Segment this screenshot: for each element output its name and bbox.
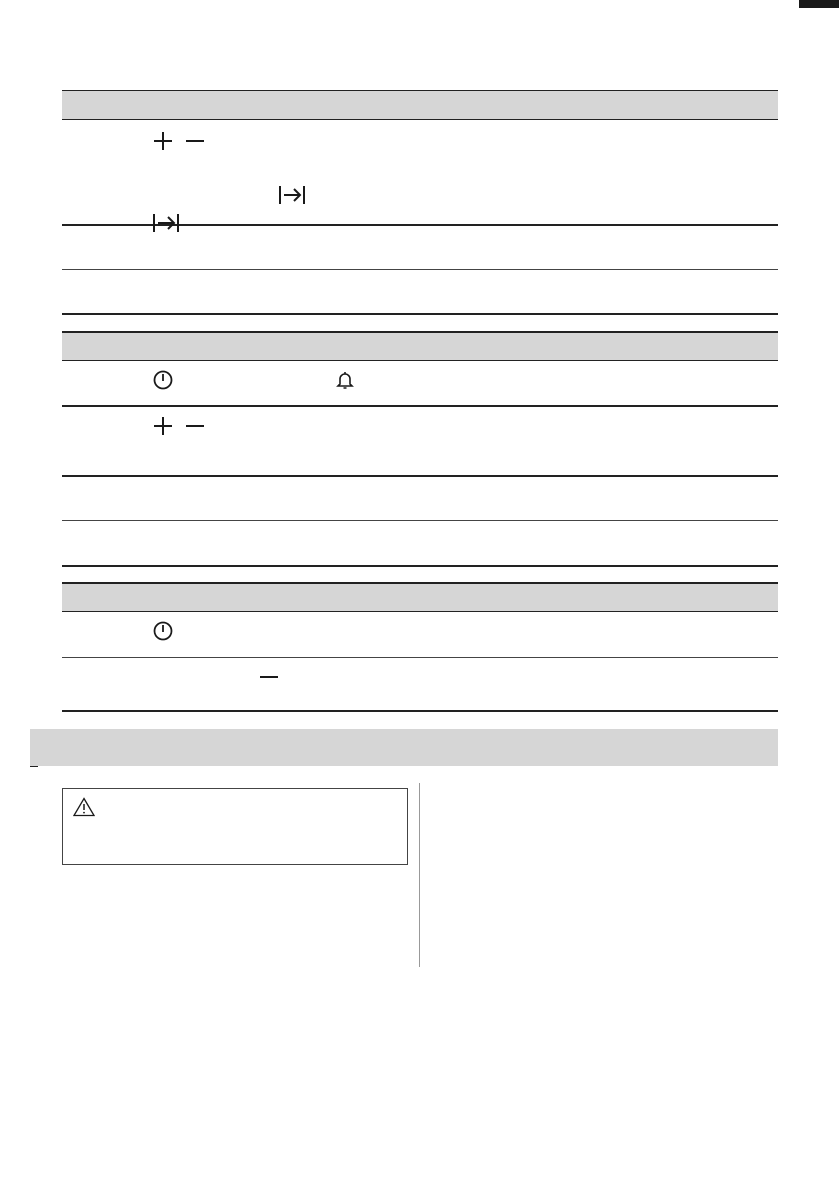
table-3-row-2: [62, 658, 778, 712]
section-header-bar: [30, 729, 778, 766]
minus-icon: [184, 415, 206, 437]
table-3-row-1: [62, 612, 778, 658]
plus-icon: [152, 415, 174, 437]
warning-triangle-icon: [73, 797, 95, 817]
table-3-header: [62, 582, 778, 612]
clock-icon: [152, 369, 174, 391]
warning-box: [62, 788, 408, 865]
minus-icon: [258, 666, 280, 688]
page-corner-tab: [799, 0, 839, 8]
table-2-row-3: [62, 477, 778, 521]
plus-icon: [152, 130, 174, 152]
table-2: [62, 331, 778, 567]
minus-icon: [184, 130, 206, 152]
table-2-row-4: [62, 521, 778, 567]
table-1-header: [62, 90, 778, 120]
table-1-row-3: [62, 270, 778, 315]
table-2-row-2: [62, 407, 778, 477]
table-1-row-1: [62, 120, 778, 226]
column-divider: [419, 783, 420, 967]
table-3: [62, 582, 778, 712]
section-rule: [30, 766, 38, 767]
table-1: [62, 90, 778, 315]
table-2-header: [62, 331, 778, 361]
skip-forward-icon: [278, 184, 306, 206]
bell-icon: [334, 369, 356, 391]
table-1-row-2: [62, 226, 778, 270]
table-2-row-1: [62, 361, 778, 407]
clock-icon: [152, 620, 174, 642]
